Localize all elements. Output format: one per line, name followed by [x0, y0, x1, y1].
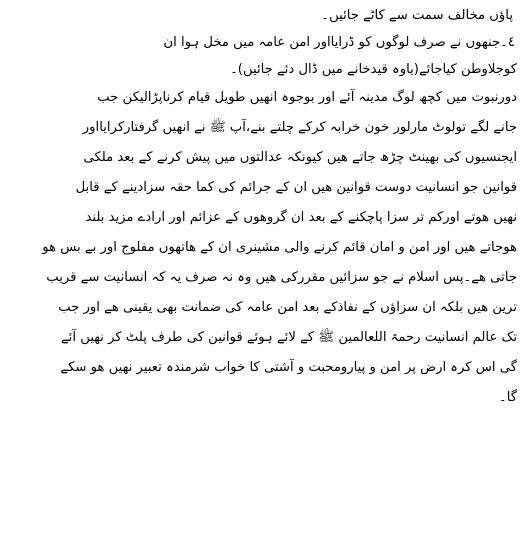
text-line: کوجلاوطن کیاجائے(یاوہ قیدخانے میں ڈال دئے جائیں)۔	[230, 62, 517, 77]
text-line: قوانین جو انسانیت دوست قوانین ھیں ان کے جرائم کی کما حقہ سزادینے کے قابل	[75, 180, 517, 195]
text-line: ٤۔جنھوں نے صرف لوگوں کو ڈرایااور امن عامہ میں مخل ہوا ان	[163, 35, 515, 50]
text-line: نھیں ھوتے اورکم تر سزا پاچکنے کے بعد ان گروھوں کے عزائم اور ارادے مزید بلند	[85, 210, 517, 225]
text-line: گا۔	[498, 390, 517, 405]
text-line: پاؤں مخالف سمت سے کاٹے جائیں۔	[321, 8, 513, 23]
text-line: ھوجاتے ھیں اور امن و امان قائم کرنے والی مشینری ان کے ھاتھوں مفلوج اور بے بس ھو	[42, 240, 517, 255]
text-line: جانے لگے تولوٹ مارلور خون خرابہ کرکے چلتے بنے،آپ ﷺ نے انھیں گرفتارکرایااور	[82, 120, 517, 135]
text-line: ترین ھیں بلکہ ان سزاؤں کے نفاذکے بعد امن عامہ کی ضمانت بھی یقینی ھے اور جب	[58, 300, 517, 315]
text-line: جاتی ھے۔پس اسلام نے جو سزائیں مقررکی ھیں وہ نہ صرف یہ کہ انسانیت سے قریب	[46, 270, 517, 285]
text-line: گی اس کرہ ارض پر امن و پیارومحبت و آشتی کا خواب شرمندہ تعبیر نھیں ھو سکے	[60, 360, 517, 375]
text-line: ایجنسیوں کی بھینٹ چڑھ جاتے ھیں کیونکہ عدالتوں میں پیش کرنے کے بعد ملکی	[83, 150, 517, 165]
text-line: تک عالم انسانیت رحمۃ اللعالمین ﷺ کے لائے ہوئے قوانین کی طرف پلٹ کر نھیں آئے	[60, 330, 517, 345]
text-line: دورنبوت میں کچھ لوگ مدینہ آئے اور بوجوہ انھیں طویل قیام کرناپڑالیکن جب	[97, 90, 517, 105]
